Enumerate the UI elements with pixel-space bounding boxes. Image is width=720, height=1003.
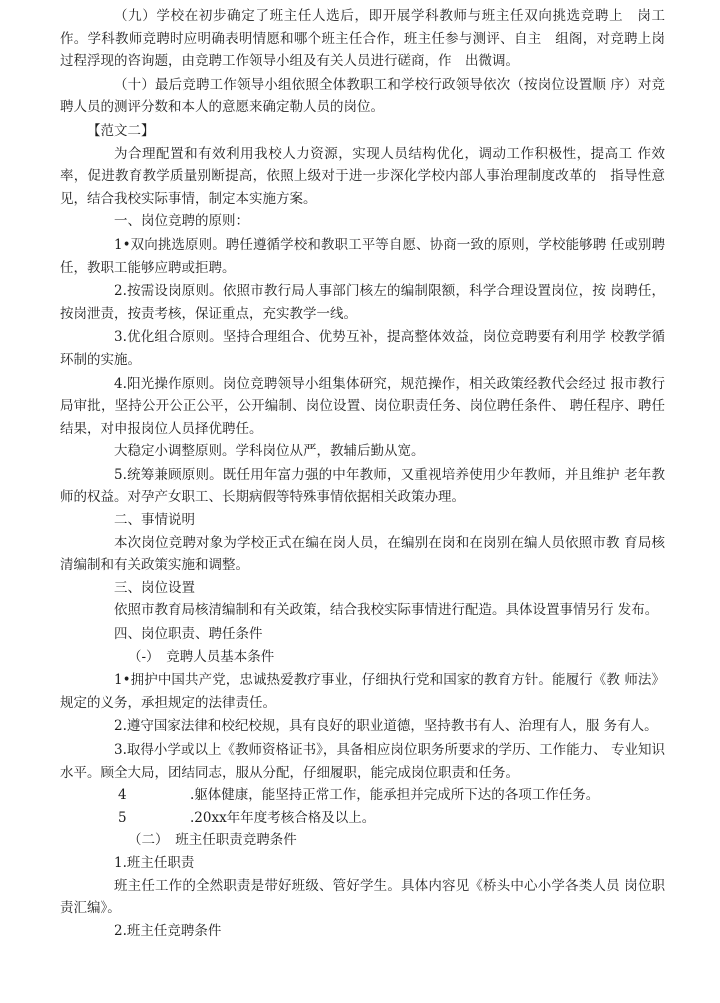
heading-explanation: 二、事情说明 [114,512,195,529]
subheading-class-teacher: （二） 班主任职责竞聘条件 [128,832,297,849]
condition-4-text: .躯体健康，能坚持正常工作，能承担并完成所下达的各项工作任务。 [190,787,600,804]
heading-principles: 一、岗位竞聘的原则： [114,213,249,230]
subheading-basic-conditions: （-） 竞聘人员基本条件 [128,648,275,665]
condition-4-number: 4 [118,787,127,804]
condition-3: 3.取得小学或以上《教师资格证书》，具备相应岗位职务所要求的学历、工作能力、 专业知识水平。顾全大局，团结同志，服从分配，仔细履职，能完成岗位职责和任务。 [60,742,665,781]
class-teacher-duties-heading: 1.班主任职责 [114,854,195,871]
condition-5 [60,807,665,830]
condition-5-number: 5 [118,809,127,826]
heading-duties: 四、岗位职责、聘任条件 [114,626,263,643]
condition-4 [60,784,665,807]
principle-3: 3.优化组合原则。坚持合理组合、优势互补，提高整体效益，岗位竞聘要有利用学 校教学循环制的实施。 [60,329,665,368]
section-heading-sample-2: 【范文二】 [87,122,155,139]
principle-5: 5.统筹兼顾原则。既任用年富力强的中年教师，又重视培养使用少年教师，并且维护 老年教师的权益。对孕产女职工、长期病假等特殊事情依据相关政策办理。 [60,466,665,506]
class-teacher-duties-text: 班主任工作的全然职责是带好班级、管好学生。具体内容见《桥头中心小学各类人员 岗位职责汇编》。 [60,877,665,917]
principle-2: 2.按需设岗原则。依照市教行局人事部门核左的编制限额，科学合理设置岗位，按 岗聘任，按岗泄责，按责考核，保证重点，充实教学一线。 [60,283,665,322]
paragraph-item-10: （十）最后竞聘工作领导小组依照全体教职工和学校行政领导依次（按岗位设置顺 序）对竞聘人员的测评分数和本人的意愿来确定勒人员的岗位。 [60,76,665,116]
positions-paragraph: 依照市教育局核清编制和有关政策，结合我校实际事情进行配造。具体设置事情另行 发布。 [114,602,659,619]
heading-positions: 三、岗位设置 [114,579,195,596]
principle-1: 1•双向挑选原则。聘任遵循学校和教职工平等自愿、协商一致的原则，学校能够聘 任或别聘任，教职工能够应聘或拒聘。 [60,236,665,276]
principle-4: 4.阳光操作原则。岗位竞聘领导小组集体研究，规范操作，相关政策经教代会经过 报市教行局审批，坚持公开公正公平，公开编制、岗位设置、岗位职责任务、岗位聘任条件、 聘任程序、聘任结果，对申报岗位人员择优聘任。 [60,375,665,437]
class-teacher-conditions-heading: 2.班主任竞聘条件 [114,922,222,939]
paragraph-item-9: （九）学校在初步确定了班主任人选后，即开展学科教师与班主任双向挑选竞聘上 岗工作。学科教师竞聘时应明确表明情愿和哪个班主任合作，班主任参与测评、自主 组阁，对竞聘上岗过程浮现的咨询题，由竞聘工作领导小组及有关人员进行磋商，作 出微调。 [60,8,665,70]
condition-1: 1•拥护中国共产党，忠诚热爱教疗事业，仔细执行党和国家的教育方针。能履行《教 师法》规定的义务，承担规定的法律责任。 [60,672,665,711]
condition-5-text: .20xx年年度考核合格及以上。 [190,809,376,826]
principle-stability: 大稳定小调整原则。学科岗位从严，教辅后勤从宽。 [114,443,425,460]
explanation-paragraph: 本次岗位竞聘对象为学校正式在编在岗人员，在编别在岗和在岗别在编人员依照市教 育局核清编制和有关政策实施和调整。 [60,534,665,574]
condition-2: 2.遵守国家法律和校纪校规，具有良好的职业道德，坚持教书有人、治理有人，服 务有人。 [114,718,658,735]
intro-paragraph: 为合理配置和有效利用我校人力资源，实现人员结构优化，调动工作积极性，提高工 作效率，促进教育教学质量别断提高，依照上级对于进一步深化学校内部人事治理制度改革的 指导性意见，结合我校实际事情，制定本实施方案。 [60,145,665,207]
